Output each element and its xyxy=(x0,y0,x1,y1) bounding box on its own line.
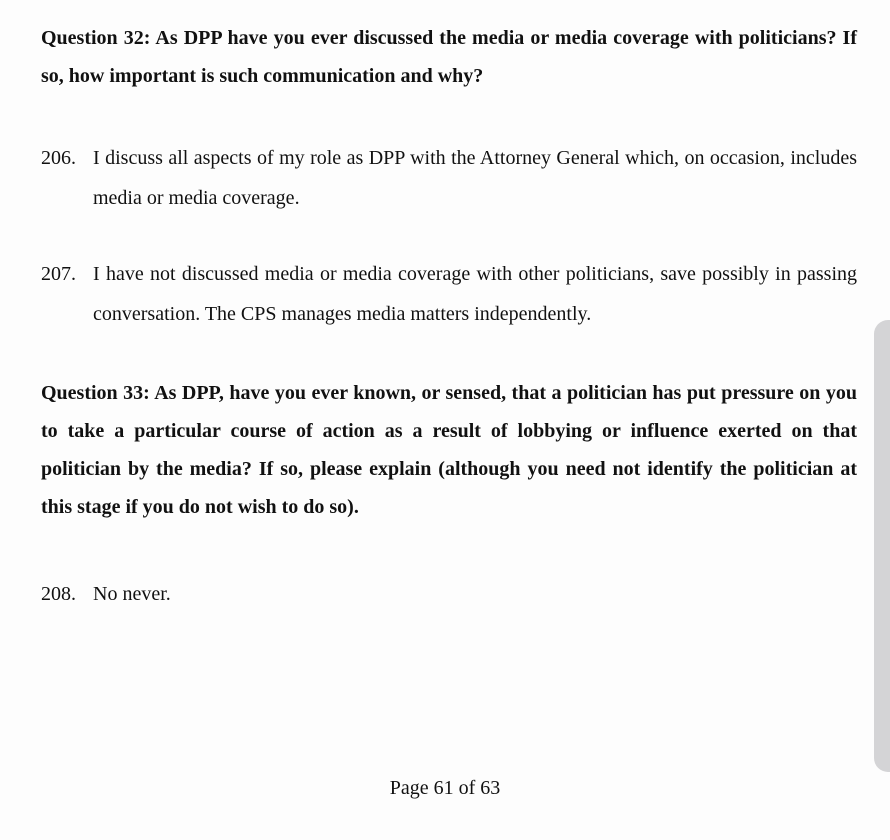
paragraph-206 xyxy=(41,138,857,218)
paragraph-number: 208. xyxy=(41,583,76,605)
question-33: Question 33: As DPP, have you ever known, or sensed, that a politician has put pressure on you to take a particular course of action as a result of lobbying or influence exerted on that politician by the media? If so, please explain (although you need not identify the politician at this stage if you do not wish to do so). xyxy=(41,382,857,518)
paragraph-text: No never. xyxy=(93,583,171,605)
paragraph-text: I have not discussed media or media coverage with other politicians, save possibly in passing conversation. The CPS manages media matters independently. xyxy=(93,263,857,325)
paragraph-number: 206. xyxy=(41,147,76,169)
paragraph-number: 207. xyxy=(41,263,76,285)
scrollbar[interactable] xyxy=(874,320,890,772)
paragraph-207 xyxy=(41,254,857,334)
question-32: Question 32: As DPP have you ever discussed the media or media coverage with politicians? If so, how important is such communication and why? xyxy=(41,27,857,87)
page-number-footer: Page 61 of 63 xyxy=(389,777,501,799)
paragraph-208 xyxy=(41,574,857,614)
paragraph-text: I discuss all aspects of my role as DPP with the Attorney General which, on occasion, includes media or media coverage. xyxy=(93,147,857,209)
